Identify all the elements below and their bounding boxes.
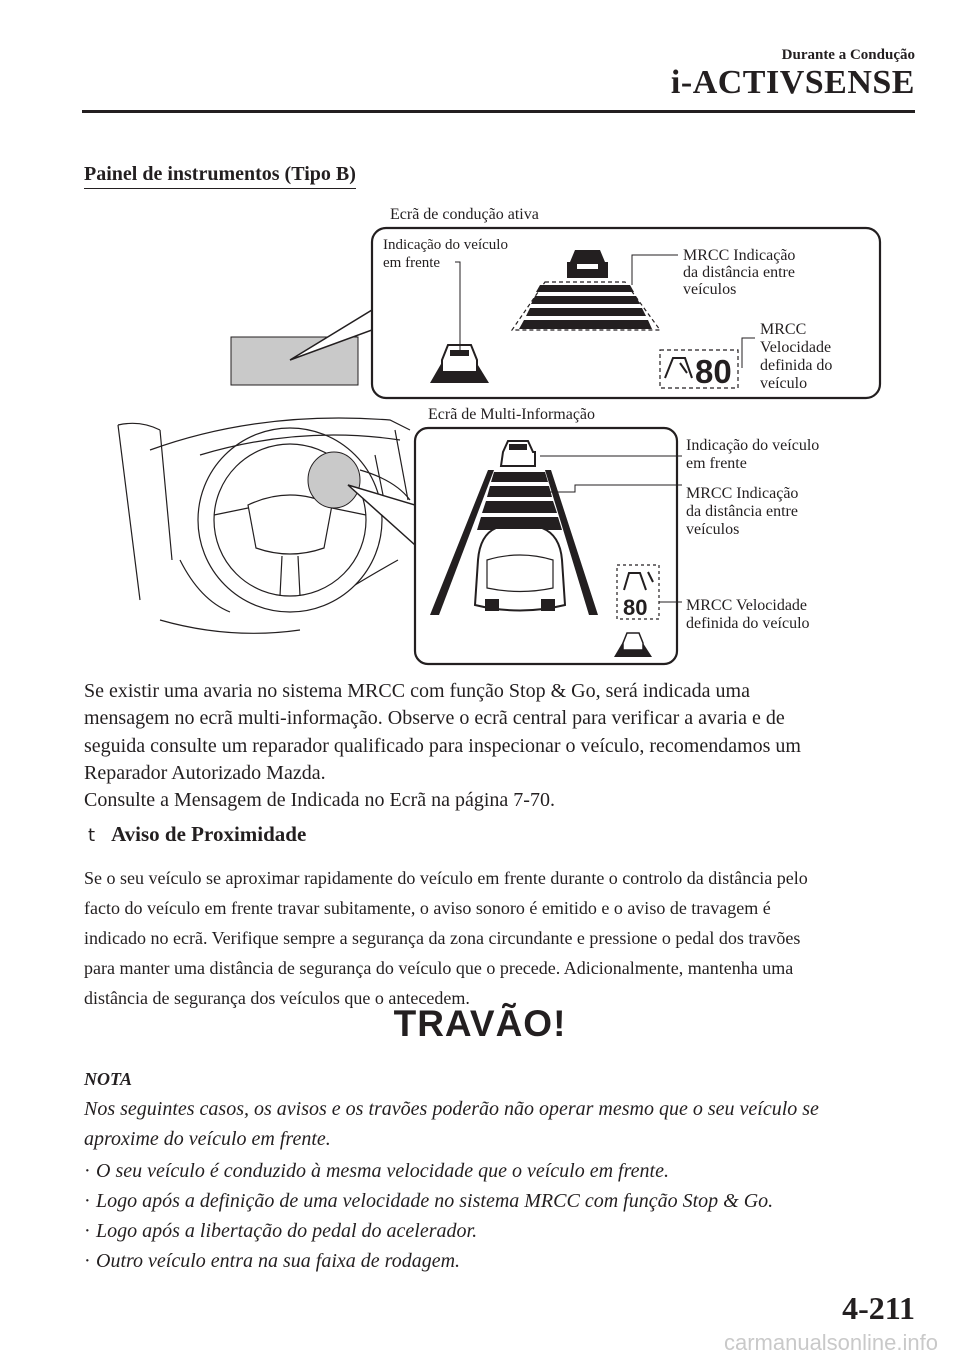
running-header-title: i-ACTIVSENSE xyxy=(670,64,915,101)
lower-speed-label-2: definida do veículo xyxy=(686,615,810,632)
text-line: aproxime do veículo em frente. xyxy=(84,1128,331,1150)
text-line: distância de segurança dos veículos que o antecedem. xyxy=(84,988,470,1008)
upper-distance-label-2: da distância entre xyxy=(683,264,795,281)
note-bullet xyxy=(84,1160,669,1183)
upper-speed-label-4: veículo xyxy=(760,375,808,392)
upper-lead-vehicle-label-2: em frente xyxy=(383,255,441,271)
lower-lead-vehicle-label-2: em frente xyxy=(686,455,747,472)
note-text xyxy=(84,1094,934,1154)
lower-distance-label-2: da distância entre xyxy=(686,503,798,520)
lower-speed-value: 80 xyxy=(623,595,648,620)
upper-speed-label-3: definida do xyxy=(760,357,833,374)
running-header-section: Durante a Condução xyxy=(781,47,915,63)
text-line: Consulte a Mensagem de Indicada no Ecrã na página 7-70. xyxy=(84,789,555,812)
bullet-text: Outro veículo entra na sua faixa de rodagem. xyxy=(96,1250,461,1272)
note-heading: NOTA xyxy=(84,1069,133,1089)
subsection-heading xyxy=(88,822,306,847)
text-line: seguida consulte um reparador qualificado para inspecionar o veículo, recomendamos um xyxy=(84,734,801,757)
upper-speed-label-1: MRCC xyxy=(760,321,807,338)
text-line: para manter uma distância de segurança do veículo que o precede. Adicionalmente, mantenha uma xyxy=(84,958,794,978)
bullet-text: Logo após a libertação do pedal do acelerador. xyxy=(96,1220,478,1242)
upper-speed-label-2: Velocidade xyxy=(760,339,832,356)
malfunction-paragraph xyxy=(84,678,914,814)
header-rule xyxy=(82,110,915,113)
proximity-warning-paragraph xyxy=(84,863,914,1013)
upper-title: Ecrã de condução ativa xyxy=(390,206,539,223)
lower-title: Ecrã de Multi-Informação xyxy=(428,406,596,423)
text-line: Se existir uma avaria no sistema MRCC com função Stop & Go, será indicada uma xyxy=(84,680,750,702)
lower-lead-vehicle-icon xyxy=(501,441,535,466)
lower-distance-label-1: MRCC Indicação xyxy=(686,485,799,502)
subsection-marker: t xyxy=(88,825,96,846)
watermark: carmanualsonline.info xyxy=(723,1330,938,1355)
note-bullet xyxy=(84,1190,773,1213)
bullet-dot: · xyxy=(84,1220,91,1242)
bullet-text: Logo após a definição de uma velocidade no sistema MRCC com função Stop & Go. xyxy=(96,1190,774,1212)
section-title: Painel de instrumentos (Tipo B) xyxy=(84,163,356,189)
lower-lead-vehicle-label-1: Indicação do veículo xyxy=(686,437,820,454)
upper-distance-label-1: MRCC Indicação xyxy=(683,247,796,264)
upper-distance-label-3: veículos xyxy=(683,281,737,298)
upper-speed-value: 80 xyxy=(695,353,732,390)
upper-lead-vehicle-label-1: Indicação do veículo xyxy=(383,237,508,253)
windshield-display-area xyxy=(231,337,358,385)
lower-distance-label-3: veículos xyxy=(686,521,740,538)
bullet-dot: · xyxy=(84,1160,91,1182)
lower-speed-label-1: MRCC Velocidade xyxy=(686,597,808,614)
text-line: Se o seu veículo se aproximar rapidamente do veículo em frente durante o controlo da distância pelo xyxy=(84,868,808,888)
bullet-dot: · xyxy=(84,1190,91,1212)
text-line: facto do veículo em frente travar subitamente, o aviso sonoro é emitido e o aviso de travagem é xyxy=(84,898,771,918)
note-bullet xyxy=(84,1250,460,1273)
bullet-dot: · xyxy=(84,1250,91,1272)
text-line: Reparador Autorizado Mazda. xyxy=(84,761,326,784)
text-line: indicado no ecrã. Verifique sempre a segurança da zona circundante e pressione o pedal dos travões xyxy=(84,928,801,948)
instrument-panel-figure xyxy=(0,195,960,675)
note-bullet xyxy=(84,1220,477,1243)
text-line: mensagem no ecrã multi-informação. Observe o ecrã central para verificar a avaria e de xyxy=(84,707,785,730)
page-number: 4-211 xyxy=(842,1290,915,1326)
text-line: Nos seguintes casos, os avisos e os travões poderão não operar mesmo que o seu veículo se xyxy=(84,1098,819,1120)
meter-display-callout-circle xyxy=(308,452,360,508)
dashboard-illustration xyxy=(118,418,410,633)
lower-own-vehicle-icon xyxy=(475,528,565,611)
subsection-title: Aviso de Proximidade xyxy=(111,822,307,846)
bullet-text: O seu veículo é conduzido à mesma velocidade que o veículo em frente. xyxy=(96,1160,669,1182)
brake-warning-display: TRAVÃO! xyxy=(393,1003,567,1044)
